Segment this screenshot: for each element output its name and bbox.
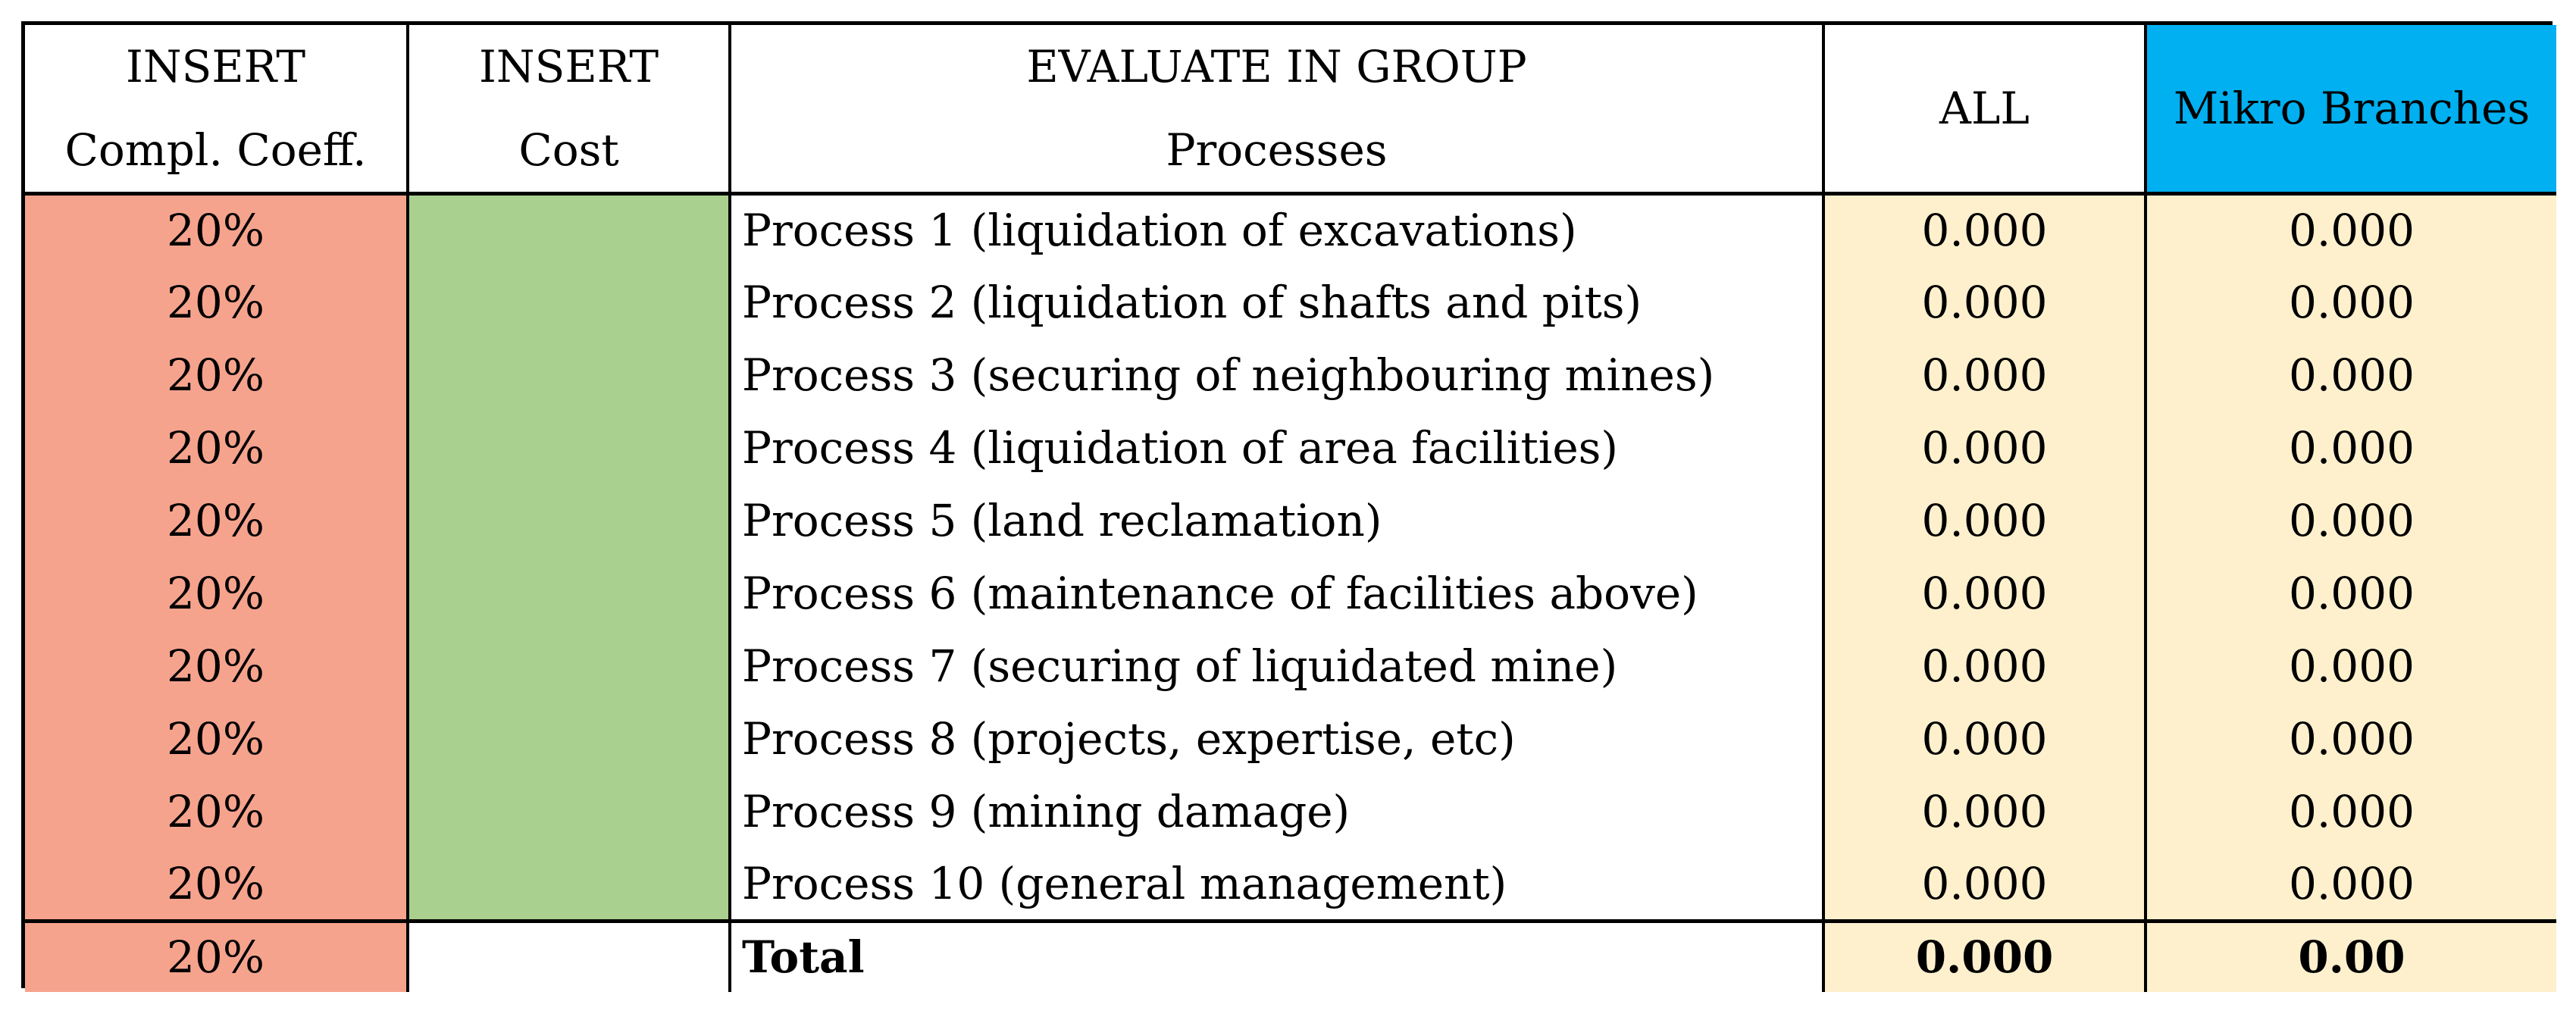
cost-cell[interactable] xyxy=(408,557,730,630)
process-name-cell: Process 8 (projects, expertise, etc) xyxy=(730,703,1823,775)
all-value-cell: 0.000 xyxy=(1823,703,2146,775)
process-name-cell: Process 10 (general management) xyxy=(730,848,1823,921)
table-row xyxy=(25,339,2556,411)
all-value-cell: 0.000 xyxy=(1823,339,2146,411)
header-cost-line2: Cost xyxy=(518,124,619,176)
all-value-cell: 0.000 xyxy=(1823,775,2146,848)
process-name-cell: Process 4 (liquidation of area facilities) xyxy=(730,411,1823,484)
compl-coeff-cell[interactable]: 20% xyxy=(25,411,408,484)
compl-coeff-cell[interactable]: 20% xyxy=(25,848,408,921)
mikro-value-cell: 0.000 xyxy=(2146,557,2556,630)
all-value-cell: 0.000 xyxy=(1823,630,2146,703)
table-row xyxy=(25,557,2556,630)
all-value-cell: 0.000 xyxy=(1823,193,2146,266)
total-cost-cell xyxy=(408,921,730,992)
compl-coeff-cell[interactable]: 20% xyxy=(25,630,408,703)
mikro-value-cell: 0.000 xyxy=(2146,193,2556,266)
compl-coeff-cell[interactable]: 20% xyxy=(25,775,408,848)
compl-coeff-cell[interactable]: 20% xyxy=(25,339,408,411)
header-compl-coeff-line1: INSERT xyxy=(125,40,306,92)
cost-cell[interactable] xyxy=(408,193,730,266)
mikro-value-cell: 0.000 xyxy=(2146,775,2556,848)
table-row xyxy=(25,848,2556,921)
compl-coeff-cell[interactable]: 20% xyxy=(25,557,408,630)
process-name-cell: Process 2 (liquidation of shafts and pits) xyxy=(730,266,1823,339)
mikro-value-cell: 0.000 xyxy=(2146,848,2556,921)
all-value-cell: 0.000 xyxy=(1823,848,2146,921)
table-row xyxy=(25,193,2556,266)
header-processes xyxy=(730,25,1823,193)
compl-coeff-cell[interactable]: 20% xyxy=(25,484,408,557)
cost-cell[interactable] xyxy=(408,411,730,484)
table-row xyxy=(25,630,2556,703)
process-name-cell: Process 6 (maintenance of facilities above) xyxy=(730,557,1823,630)
cost-cell[interactable] xyxy=(408,703,730,775)
cost-cell[interactable] xyxy=(408,775,730,848)
header-processes-line2: Processes xyxy=(1166,124,1388,176)
total-all-value: 0.000 xyxy=(1823,921,2146,992)
mikro-value-cell: 0.000 xyxy=(2146,411,2556,484)
header-mikro-branches: Mikro Branches xyxy=(2146,25,2556,193)
total-compl-coeff-cell[interactable]: 20% xyxy=(25,921,408,992)
mikro-value-cell: 0.000 xyxy=(2146,703,2556,775)
header-all: ALL xyxy=(1823,25,2146,193)
process-name-cell: Process 1 (liquidation of excavations) xyxy=(730,193,1823,266)
all-value-cell: 0.000 xyxy=(1823,484,2146,557)
header-compl-coeff xyxy=(25,25,408,193)
cost-cell[interactable] xyxy=(408,339,730,411)
all-value-cell: 0.000 xyxy=(1823,411,2146,484)
cost-cell[interactable] xyxy=(408,630,730,703)
table-row xyxy=(25,266,2556,339)
table-row xyxy=(25,411,2556,484)
process-name-cell: Process 5 (land reclamation) xyxy=(730,484,1823,557)
compl-coeff-cell[interactable]: 20% xyxy=(25,266,408,339)
process-name-cell: Process 9 (mining damage) xyxy=(730,775,1823,848)
table-row xyxy=(25,703,2556,775)
table-row xyxy=(25,775,2556,848)
mikro-value-cell: 0.000 xyxy=(2146,484,2556,557)
cost-cell[interactable] xyxy=(408,266,730,339)
header-cost xyxy=(408,25,730,193)
mikro-value-cell: 0.000 xyxy=(2146,630,2556,703)
total-mikro-value: 0.00 xyxy=(2146,921,2556,992)
cost-cell[interactable] xyxy=(408,484,730,557)
total-row xyxy=(25,921,2556,992)
cost-cell[interactable] xyxy=(408,848,730,921)
header-row xyxy=(25,25,2556,193)
all-value-cell: 0.000 xyxy=(1823,557,2146,630)
header-cost-line1: INSERT xyxy=(478,40,659,92)
header-processes-line1: EVALUATE IN GROUP xyxy=(1026,40,1527,92)
process-evaluation-table xyxy=(21,21,2553,988)
compl-coeff-cell[interactable]: 20% xyxy=(25,703,408,775)
process-name-cell: Process 7 (securing of liquidated mine) xyxy=(730,630,1823,703)
process-name-cell: Process 3 (securing of neighbouring mines) xyxy=(730,339,1823,411)
all-value-cell: 0.000 xyxy=(1823,266,2146,339)
total-label: Total xyxy=(730,921,1823,992)
header-compl-coeff-line2: Compl. Coeff. xyxy=(64,124,367,176)
mikro-value-cell: 0.000 xyxy=(2146,339,2556,411)
table-row xyxy=(25,484,2556,557)
compl-coeff-cell[interactable]: 20% xyxy=(25,193,408,266)
mikro-value-cell: 0.000 xyxy=(2146,266,2556,339)
